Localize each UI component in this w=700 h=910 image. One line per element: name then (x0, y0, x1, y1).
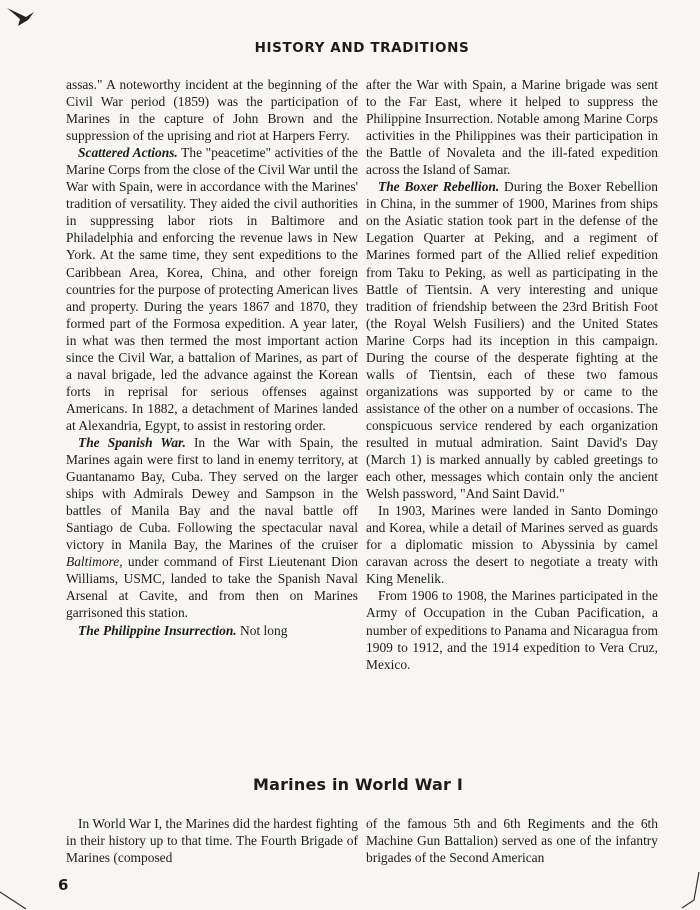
run-in-heading-scattered-actions: Scattered Actions. (78, 145, 178, 161)
scan-edge-left (0, 880, 30, 910)
paragraph-1906-1914: From 1906 to 1908, the Marines participated in the Army of Occupation in the Cuban Pacification, a number of expeditions to Panama and Nicaragua from 1909 to 1912, and the 1914 expedition to Vera Cruz, Mexico. (366, 588, 658, 672)
section-heading (0, 775, 700, 794)
corner-arrow-mark (6, 6, 36, 28)
paragraph-civil-war-end: assas." A noteworthy incident at the beginning of the Civil War period (1859) was the participation of Marines in the capture of John Brown and the suppression of the uprising and riot at Harpers Ferry. (66, 77, 358, 144)
paragraph-philippines: after the War with Spain, a Marine brigade was sent to the Far East, where it helped to suppress the Philippine Insurrection. Notable among Marine Corps activities in the Philippines was their participation in the Battle of Novaleta and the ill-fated expedition across the Island of Samar. (366, 77, 658, 178)
scan-edge-right (678, 870, 700, 910)
run-in-heading-boxer-rebellion: The Boxer Rebellion. (378, 179, 500, 195)
column-right (366, 76, 658, 673)
paragraph-boxer-rebellion (366, 178, 658, 502)
running-head-title: HISTORY AND TRADITIONS (254, 40, 470, 56)
paragraph-ww1-right: of the famous 5th and 6th Regiments and the 6th Machine Gun Battalion) served as one of the infantry brigades of the Second American (366, 816, 658, 866)
section-heading-title: Marines in World War I (252, 775, 464, 794)
column-left (66, 76, 358, 639)
paragraph-text: Not long (236, 622, 288, 638)
paragraph-scattered-actions (66, 144, 358, 434)
section-column-right (366, 815, 658, 866)
paragraph-text: In the War with Spain, the Marines again were first to land in enemy territory, at Guantanamo Bay, Cuba. They served on the larger ships with Admirals Dewey and Sampson in the battles of Manila Bay and the naval battle off Santiago de Cuba. Following the spectacular naval victory in Manila Bay, the Marines of the cruiser (66, 434, 358, 553)
paragraph-text: The "peacetime" activities of the Marine Corps from the close of the Civil War until the War with Spain, were in accordance with the Marines' tradition of versatility. They aided the civil authorities in suppressing labor riots in Baltimore and Philadelphia and enforcing the revenue laws in New York. At the same time, they sent expeditions to the Caribbean Area, Korea, China, and other foreign countries for the purpose of protecting American lives and property. During the years 1867 and 1870, they formed part of the Formosa expedition. A year later, in what was then termed the most important action since the Civil War, a battalion of Marines, as part of a naval brigade, led the advance against the Korean forts in reprisal for serious offenses against Americans. In 1882, a detachment of Marines landed at Alexandria, Egypt, to assist in restoring order. (66, 145, 358, 433)
paragraph-text: During the Boxer Rebellion in China, in the summer of 1900, Marines from ships on the Asiatic station took part in the defense of the Legation Quarter at Peking, and a regiment of Marines formed part of the Allied relief expedition from Taku to Peking, as well as participating in the Battle of Tientsin. A very interesting and unique tradition of friendship between the 23rd British Foot (the Royal Welsh Fusiliers) and the United States Marine Corps had its inception in this campaign. During the course of the desperate fighting at the walls of Tientsin, each of these two famous organizations was supported by or came to the assistance of the other on a number of occasions. The conspicuous service rendered by each organization resulted in mutual admiration. Saint David's Day (March 1) is marked annually by cabled greetings to each other, messages which contain only the ancient Welsh password, "And Saint David." (366, 179, 658, 502)
section-column-left (66, 815, 358, 866)
paragraph-spanish-war (66, 434, 358, 622)
paragraph-1903: In 1903, Marines were landed in Santo Domingo and Korea, while a detail of Marines served as guards for a diplomatic mission to Abyssinia by camel caravan across the desert to negotiate a treaty with King Menelik. (366, 503, 658, 587)
paragraph-philippine-insurrection (66, 622, 358, 639)
page-number: 6 (58, 876, 69, 894)
ship-name: Baltimore, (66, 554, 123, 570)
run-in-heading-spanish-war: The Spanish War. (78, 434, 186, 450)
running-head (0, 40, 700, 56)
run-in-heading-philippine-insurrection: The Philippine Insurrection. (78, 622, 237, 638)
paragraph-text: under command of First Lieutenant Dion Williams, USMC, landed to take the Spanish Naval Arsenal at Cavite, and from then on Marines garrisoned this station. (66, 554, 358, 621)
paragraph-ww1-left: In World War I, the Marines did the hardest fighting in their history up to that time. The Fourth Brigade of Marines (composed (66, 816, 358, 866)
